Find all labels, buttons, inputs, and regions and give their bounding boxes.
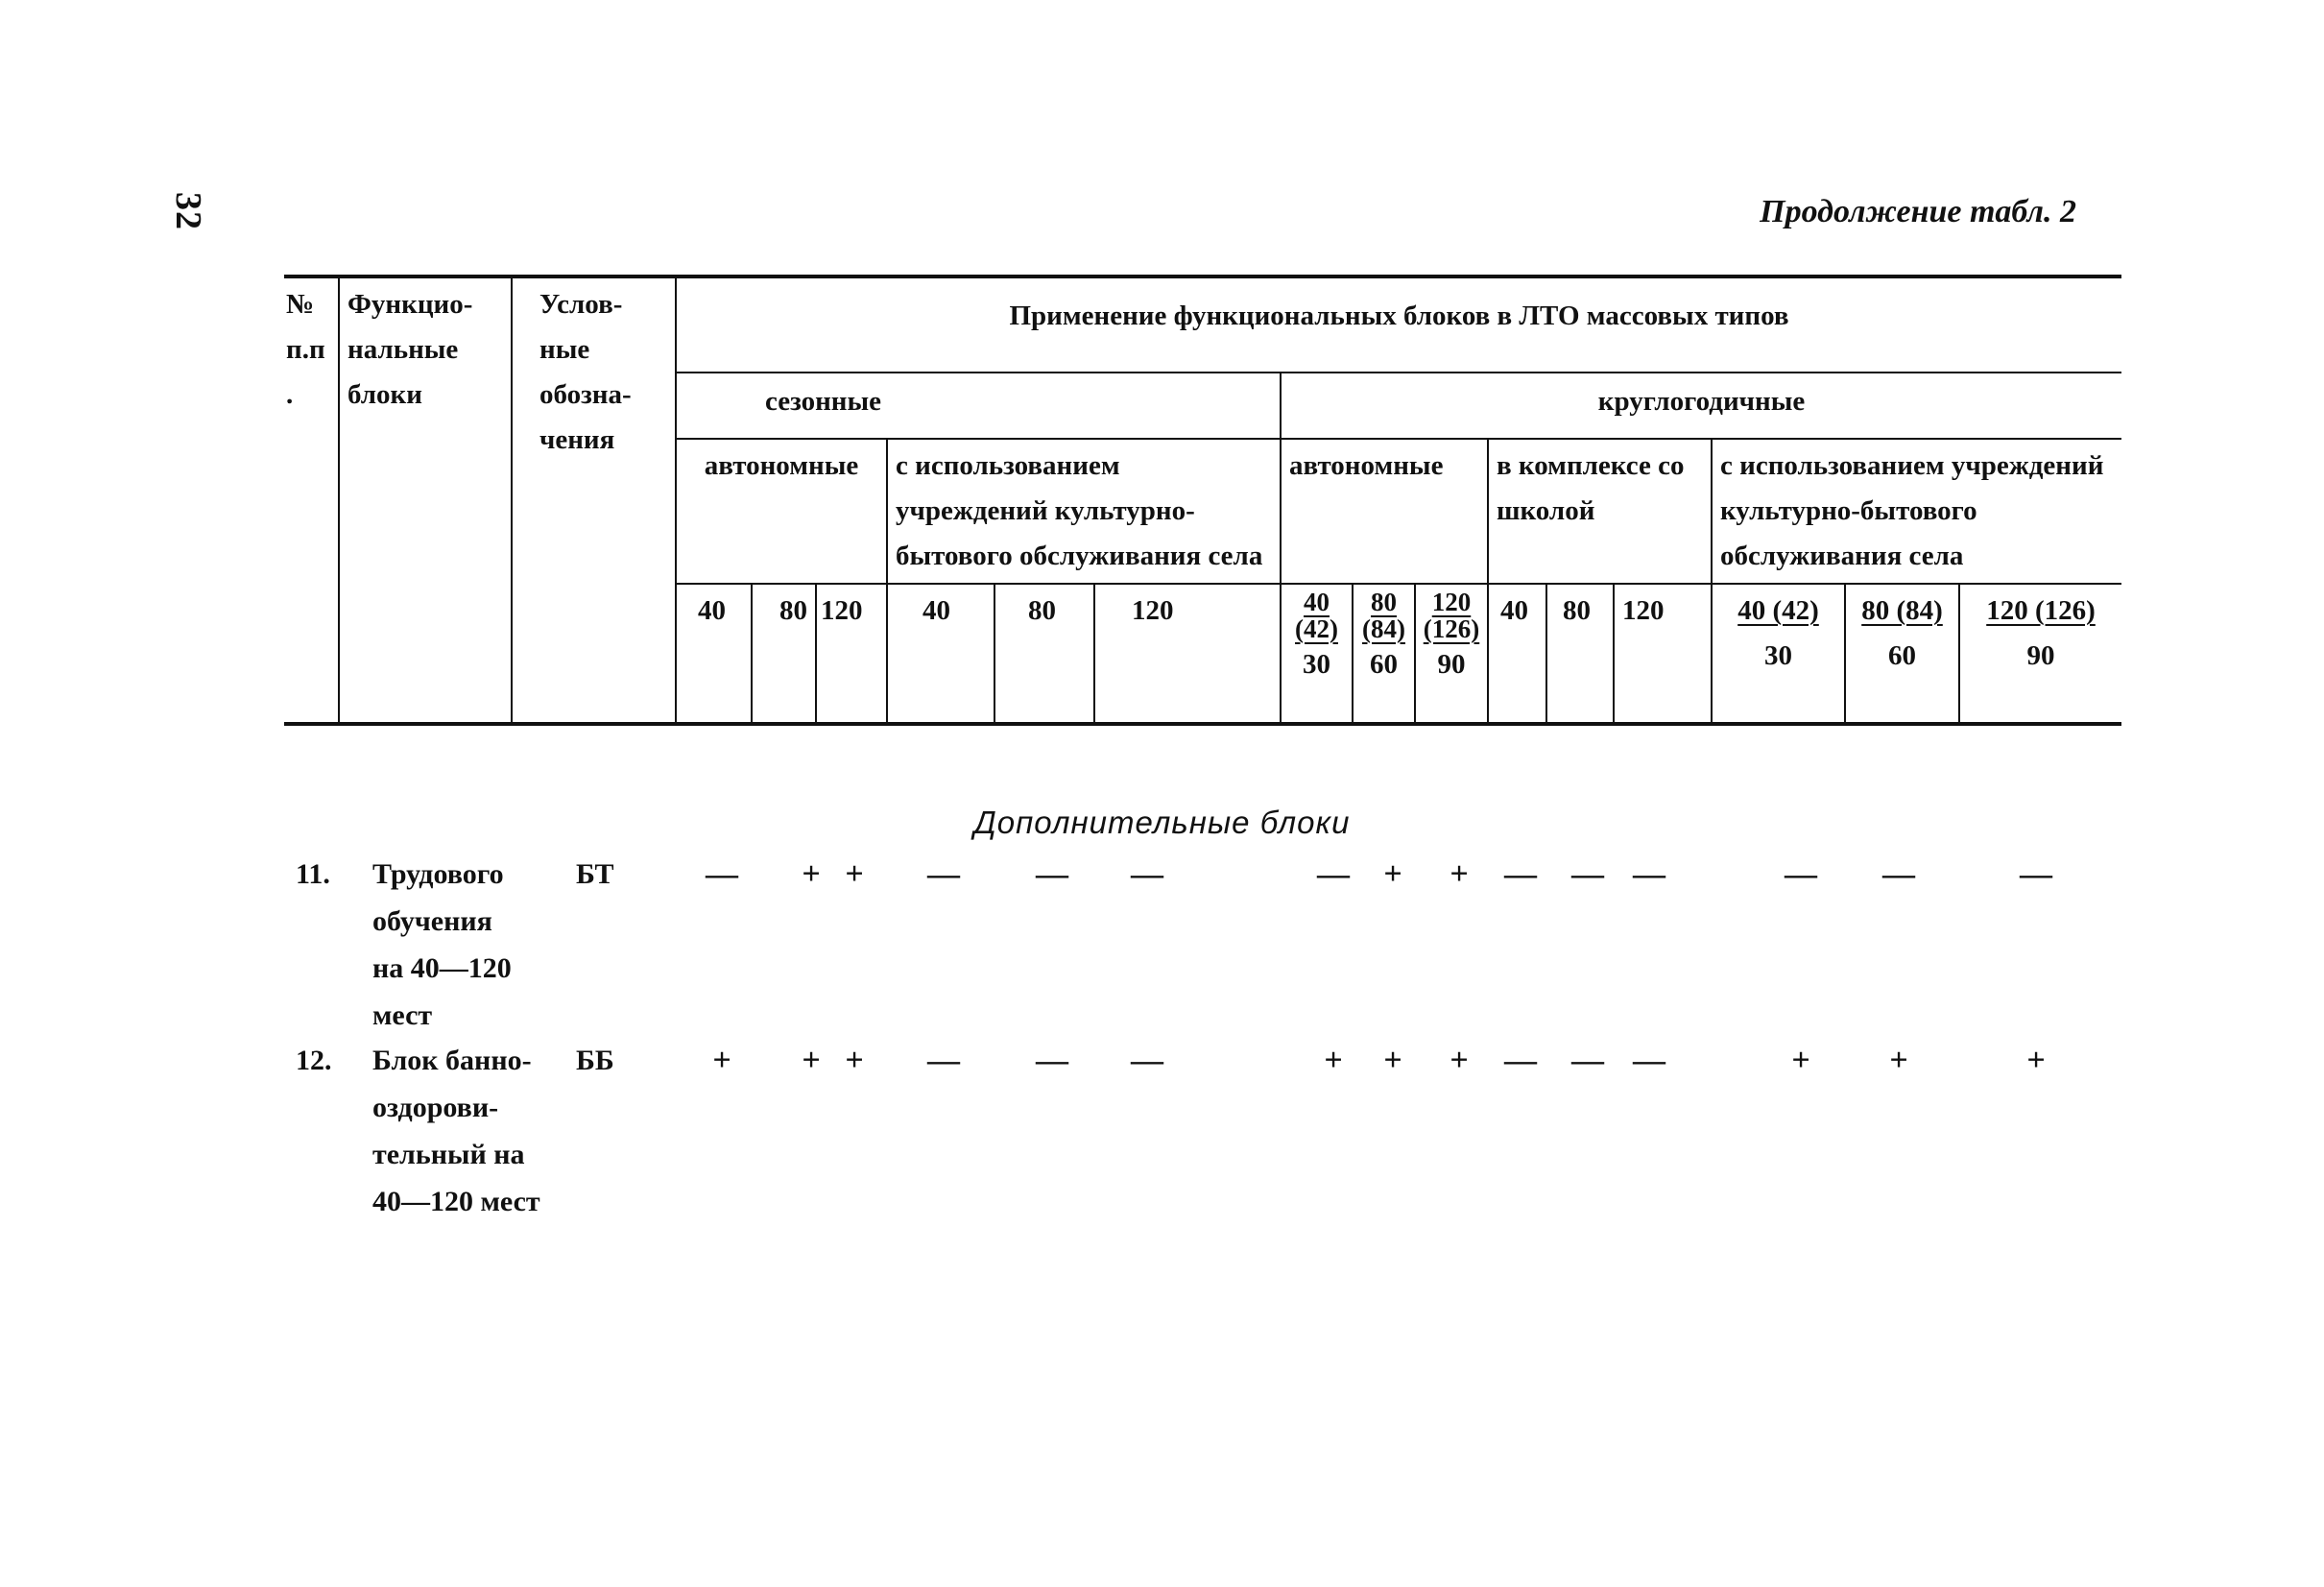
capacity-cell: 80 xyxy=(1546,584,1614,724)
row-code: БТ xyxy=(576,858,614,890)
row-number: 12. xyxy=(296,1045,332,1076)
capacity-numerator: 40 (42) xyxy=(1295,588,1338,643)
header-application: Применение функциональных блоков в ЛТО массовых типов xyxy=(676,277,2121,373)
row-mark: — xyxy=(1036,856,1068,892)
row-mark: — xyxy=(1882,856,1915,892)
capacity-denominator: 60 xyxy=(1370,649,1398,680)
capacity-cell: 40 xyxy=(676,584,752,724)
row-mark: — xyxy=(706,856,738,892)
row-mark: — xyxy=(1504,856,1537,892)
row-block-name: Блок банно- оздорови- тельный на 40—120 мест xyxy=(372,1045,540,1217)
row-mark: — xyxy=(1036,1043,1068,1078)
capacity-fraction-cell xyxy=(1712,584,1845,724)
row-mark: + xyxy=(2026,1043,2046,1078)
row-mark: — xyxy=(927,1043,960,1078)
capacity-cell: 80 xyxy=(752,584,816,724)
header-seasonal-with-facilities: с использованием учреждений культурно-бытового обслуживания села xyxy=(887,439,1281,584)
row-mark: — xyxy=(927,856,960,892)
capacity-cell: 120 xyxy=(1614,584,1712,724)
row-mark: — xyxy=(1504,1043,1537,1078)
row-mark: + xyxy=(845,856,864,892)
row-mark: + xyxy=(1383,1043,1402,1078)
row-mark: + xyxy=(845,1043,864,1078)
row-number: 11. xyxy=(296,858,330,890)
row-mark: — xyxy=(1131,856,1163,892)
row-mark: — xyxy=(1131,1043,1163,1078)
capacity-numerator: 120 (126) xyxy=(1986,595,2096,626)
capacity-numerator: 80 (84) xyxy=(1362,588,1405,643)
capacity-fraction-cell xyxy=(1353,584,1415,724)
row-mark: — xyxy=(2020,856,2052,892)
capacity-cell: 80 xyxy=(994,584,1094,724)
header-year-autonomous: автономные xyxy=(1281,439,1488,584)
capacity-denominator: 90 xyxy=(1437,649,1466,680)
row-code: ББ xyxy=(576,1045,614,1076)
capacity-fraction-cell xyxy=(1959,584,2121,724)
header-year-with-facilities: с использованием учреждений культурно-бытового обслуживания села xyxy=(1712,439,2121,584)
capacity-fraction-cell xyxy=(1415,584,1488,724)
header-col-number: № п.п. xyxy=(284,277,339,724)
row-mark: + xyxy=(802,1043,821,1078)
row-mark: + xyxy=(1450,856,1469,892)
row-mark: — xyxy=(1785,856,1817,892)
capacity-denominator: 60 xyxy=(1888,640,1916,671)
row-mark: + xyxy=(1889,1043,1908,1078)
row-mark: + xyxy=(1791,1043,1810,1078)
row-mark: — xyxy=(1317,856,1350,892)
page-number: 32 xyxy=(168,192,208,230)
row-mark: + xyxy=(802,856,821,892)
row-mark: + xyxy=(712,1043,731,1078)
header-col-codes: Услов- ные обозна- чения xyxy=(512,277,676,724)
header-year-round: круглогодичные xyxy=(1281,373,2121,439)
row-mark: + xyxy=(1324,1043,1343,1078)
capacity-fraction-cell xyxy=(1845,584,1959,724)
table-header xyxy=(284,275,2121,726)
capacity-denominator: 30 xyxy=(1303,649,1330,680)
header-col-blocks: Функцио- нальные блоки xyxy=(339,277,512,724)
table-continuation-caption: Продолжение табл. 2 xyxy=(1760,194,2076,229)
capacity-numerator: 80 (84) xyxy=(1861,595,1943,626)
capacity-fraction-cell xyxy=(1281,584,1353,724)
capacity-denominator: 90 xyxy=(2026,640,2055,671)
capacity-cell: 40 xyxy=(1488,584,1546,724)
capacity-cell: 120 xyxy=(816,584,887,724)
row-mark: — xyxy=(1633,856,1665,892)
capacity-cell: 40 xyxy=(887,584,994,724)
capacity-numerator: 40 (42) xyxy=(1737,595,1819,626)
capacity-denominator: 30 xyxy=(1764,640,1792,671)
header-seasonal: сезонные xyxy=(676,373,1281,439)
header-year-with-school: в комплексе со школой xyxy=(1488,439,1712,584)
capacity-cell: 120 xyxy=(1094,584,1281,724)
capacity-numerator: 120 (126) xyxy=(1423,588,1480,643)
header-seasonal-autonomous: автономные xyxy=(676,439,887,584)
row-mark: + xyxy=(1383,856,1402,892)
row-block-name: Трудового обучения на 40—120 мест xyxy=(372,858,512,1031)
section-title: Дополнительные блоки xyxy=(973,805,1351,840)
row-mark: — xyxy=(1633,1043,1665,1078)
row-mark: — xyxy=(1571,856,1604,892)
row-mark: — xyxy=(1571,1043,1604,1078)
row-mark: + xyxy=(1450,1043,1469,1078)
